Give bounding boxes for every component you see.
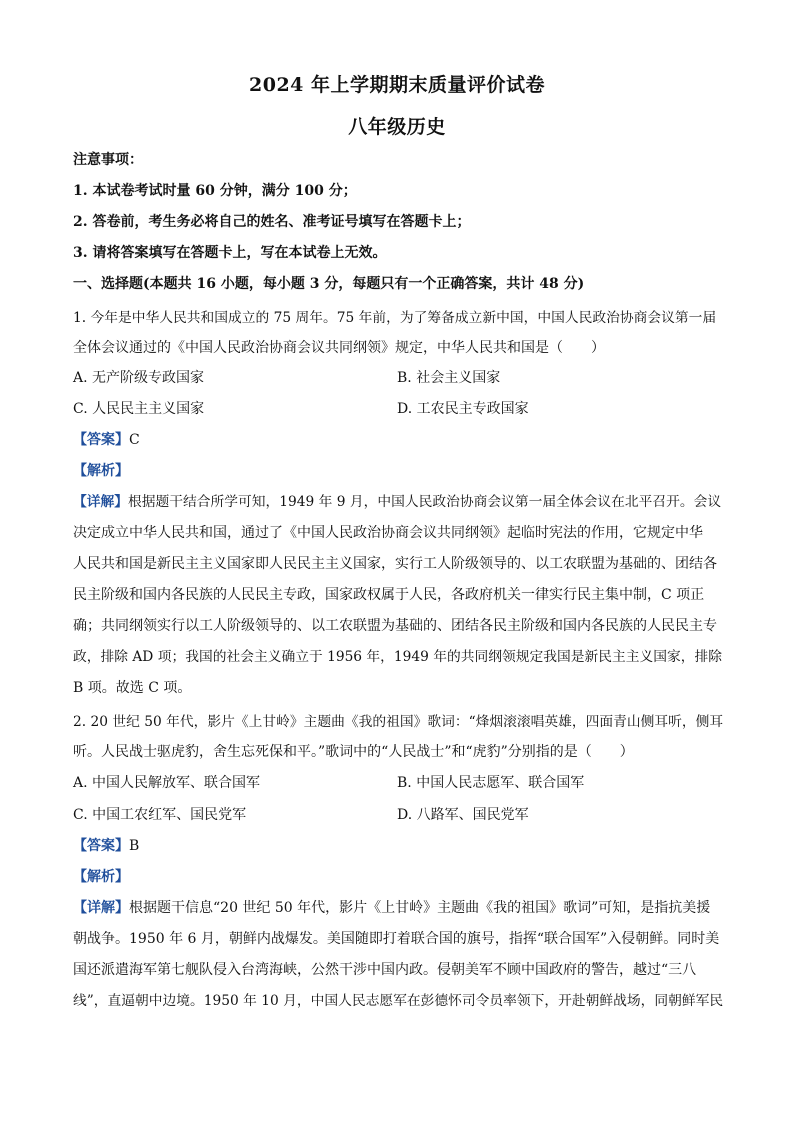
analysis-tag: 【解析】	[73, 869, 129, 885]
question-1-stem: 1. 今年是中华人民共和国成立的 75 周年。75 年前，为了筹备成立新中国，中国人民政治协商会议第一届	[73, 310, 717, 326]
exam-title: 2024 年上学期期末质量评价试卷	[249, 74, 545, 96]
detail-text: 根据题干结合所学可知，1949 年 9 月，中国人民政治协商会议第一届全体会议在北平召开。会议	[128, 494, 722, 510]
question-1-answer	[73, 430, 723, 450]
question-1-option-c: C. 人民民主主义国家	[73, 401, 205, 417]
notice-item: 2. 答卷前，考生务必将自己的姓名、准考证号填写在答题卡上；	[73, 214, 471, 230]
question-2-detail: 国还派遣海军第七舰队侵入台湾海峡，公然干涉中国内政。侵朝美军不顾中国政府的警告，越过“三八	[73, 962, 697, 978]
question-2-detail	[73, 898, 723, 918]
question-2-option-b: B. 中国人民志愿军、联合国军	[397, 775, 585, 791]
question-2-detail: 朝战争。1950 年 6 月，朝鲜内战爆发。美国随即打着联合国的旗号，指挥“联合国军”入侵朝鲜。同时美	[73, 931, 720, 947]
question-2-analysis	[73, 867, 723, 887]
question-1-analysis	[73, 461, 723, 481]
question-2-option-d: D. 八路军、国民党军	[397, 807, 529, 823]
answer-value: C	[129, 432, 140, 448]
question-1-option-d: D. 工农民主专政国家	[397, 401, 529, 417]
answer-value: B	[129, 838, 140, 854]
question-2-stem: 2. 20 世纪 50 年代，影片《上甘岭》主题曲《我的祖国》歌词：“烽烟滚滚唱英雄，四面青山侧耳听，侧耳	[73, 714, 724, 730]
question-2-answer	[73, 836, 723, 856]
notice-item: 3. 请将答案填写在答题卡上，写在本试卷上无效。	[73, 245, 387, 261]
question-2-option-c: C. 中国工农红军、国民党军	[73, 807, 247, 823]
detail-tag: 【详解】	[73, 494, 129, 510]
question-1-detail: B 项。故选 C 项。	[73, 680, 192, 696]
question-1-option-a: A. 无产阶级专政国家	[73, 370, 205, 386]
notice-item: 1. 本试卷考试时量 60 分钟，满分 100 分；	[73, 183, 357, 199]
notice-heading: 注意事项：	[73, 152, 143, 168]
answer-tag: 【答案】	[73, 432, 129, 448]
answer-tag: 【答案】	[73, 838, 129, 854]
detail-tag: 【详解】	[73, 900, 129, 916]
question-1-detail	[73, 492, 723, 512]
question-1-detail: 民主阶级和国内各民族的人民民主专政，国家政权属于人民，各政府机关一律实行民主集中制，C 项正	[73, 587, 705, 603]
question-1-detail: 人民共和国是新民主主义国家即人民民主主义国家，实行工人阶级领导的、以工农联盟为基础的、团结各	[73, 556, 717, 572]
section-heading: 一、选择题(本题共 16 小题，每小题 3 分，每题只有一个正确答案，共计 48 分)	[73, 276, 585, 292]
question-1-option-b: B. 社会主义国家	[397, 370, 501, 386]
question-2-option-a: A. 中国人民解放军、联合国军	[73, 775, 261, 791]
detail-text: 根据题干信息“20 世纪 50 年代，影片《上甘岭》主题曲《我的祖国》歌词”可知，是指抗美援	[129, 900, 711, 916]
question-1-stem: 全体会议通过的《中国人民政治协商会议共同纲领》规定，中华人民共和国是（ ）	[73, 340, 605, 356]
question-1-detail: 政，排除 AD 项；我国的社会主义确立于 1956 年，1949 年的共同纲领规定我国是新民主主义国家，排除	[73, 649, 723, 665]
analysis-tag: 【解析】	[73, 463, 129, 479]
question-1-detail: 决定成立中华人民共和国，通过了《中国人民政治协商会议共同纲领》起临时宪法的作用，它规定中华	[73, 525, 703, 541]
exam-subtitle: 八年级历史	[348, 116, 446, 138]
question-2-stem: 听。人民战士驱虎豹，舍生忘死保和平。”歌词中的“人民战士”和“虎豹”分别指的是（ ）	[73, 744, 634, 760]
question-1-detail: 确；共同纲领实行以工人阶级领导的、以工农联盟为基础的、团结各民主阶级和国内各民族的人民民主专	[73, 618, 717, 634]
question-2-detail: 线”，直逼朝中边境。1950 年 10 月，中国人民志愿军在彭德怀司令员率领下，开赴朝鲜战场，同朝鲜军民	[73, 993, 724, 1009]
